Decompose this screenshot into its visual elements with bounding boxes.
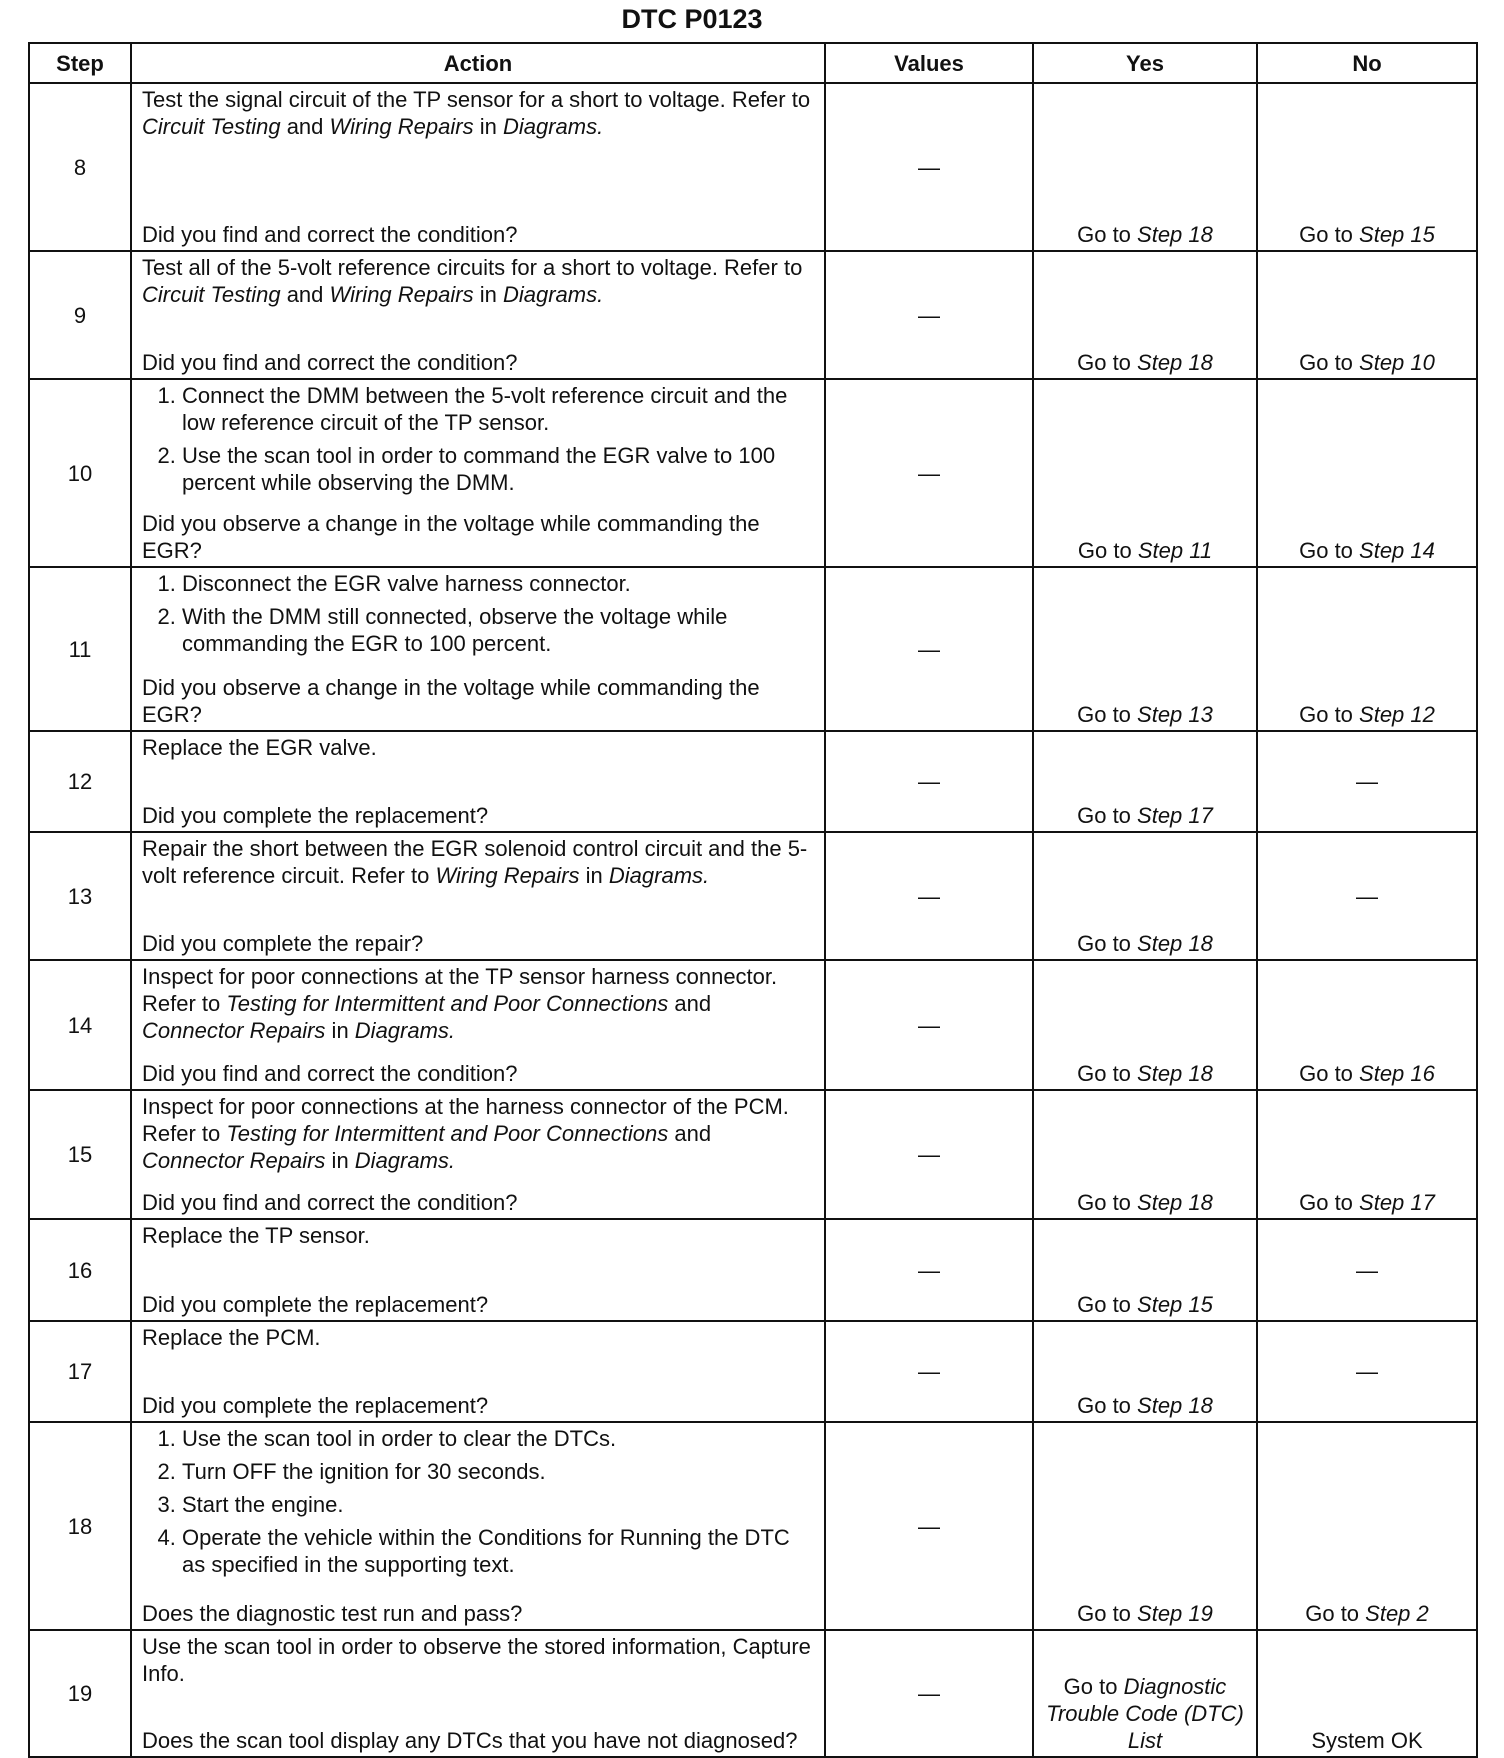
yes-cell [1033, 567, 1257, 731]
action-fragment: in [473, 282, 503, 307]
yes-cell [1033, 1219, 1257, 1321]
step-number: 8 [29, 83, 131, 251]
reference-link: Testing for Intermittent and Poor Connections [226, 991, 669, 1016]
yes-step-ref: Step 13 [1137, 702, 1213, 727]
action-content [142, 1222, 814, 1318]
action-steps [142, 382, 814, 496]
no-prefix: — [1356, 769, 1378, 794]
action-text [142, 1633, 814, 1687]
action-cell [131, 379, 825, 567]
no-step-ref: Step 2 [1365, 1601, 1429, 1626]
no-step-ref: Step 14 [1359, 538, 1435, 563]
action-text [142, 835, 814, 889]
no-step-ref: Step 10 [1359, 350, 1435, 375]
yes-cell [1033, 379, 1257, 567]
action-content [142, 382, 814, 564]
step-number: 11 [29, 567, 131, 731]
table-row [29, 1090, 1477, 1219]
action-step: 3. Start the engine. [182, 1491, 814, 1518]
action-question: Did you find and correct the condition? [142, 1061, 518, 1086]
no-prefix: Go to [1299, 702, 1360, 727]
step-number: 18 [29, 1422, 131, 1630]
action-fragment: Replace the TP sensor. [142, 1223, 370, 1248]
no-step-ref: Step 17 [1359, 1190, 1435, 1215]
action-fragment: in [579, 863, 609, 888]
action-content [142, 963, 814, 1087]
action-step: 2. Turn OFF the ignition for 30 seconds. [182, 1458, 814, 1485]
values-cell: — [825, 1090, 1033, 1219]
action-question: Did you find and correct the condition? [142, 1190, 518, 1215]
reference-link: Connector Repairs [142, 1018, 326, 1043]
col-no: No [1257, 43, 1477, 83]
action-question: Did you find and correct the condition? [142, 350, 518, 375]
values-cell: — [825, 1630, 1033, 1757]
action-text [142, 1324, 814, 1351]
action-content [142, 570, 814, 728]
no-prefix: System OK [1311, 1728, 1423, 1753]
table-row [29, 1422, 1477, 1630]
table-row [29, 960, 1477, 1090]
no-step-ref: Step 12 [1359, 702, 1435, 727]
no-cell [1257, 567, 1477, 731]
action-cell [131, 832, 825, 960]
action-fragment: Inspect for poor connections at the TP sensor harness connector. Refer to [142, 964, 778, 1016]
yes-cell [1033, 1321, 1257, 1422]
col-yes: Yes [1033, 43, 1257, 83]
reference-link: Connector Repairs [142, 1148, 326, 1173]
yes-cell [1033, 251, 1257, 379]
step-number: 9 [29, 251, 131, 379]
action-cell [131, 251, 825, 379]
action-fragment: Use the scan tool in order to observe the stored information, Capture Info. [142, 1634, 811, 1686]
no-cell [1257, 731, 1477, 832]
values-cell: — [825, 379, 1033, 567]
table-header [29, 43, 1477, 83]
col-values: Values [825, 43, 1033, 83]
step-number: 19 [29, 1630, 131, 1757]
no-cell [1257, 251, 1477, 379]
reference-link: Circuit Testing [142, 282, 281, 307]
action-cell [131, 1090, 825, 1219]
action-fragment: Replace the PCM. [142, 1325, 321, 1350]
action-cell [131, 1219, 825, 1321]
no-prefix: — [1356, 883, 1378, 909]
yes-prefix: Go to [1077, 1061, 1138, 1086]
action-steps [142, 1425, 814, 1578]
values-cell: — [825, 731, 1033, 832]
no-cell [1257, 1422, 1477, 1630]
action-question: Did you complete the replacement? [142, 1292, 489, 1317]
table-row [29, 251, 1477, 379]
action-fragment: in [325, 1148, 355, 1173]
yes-cell [1033, 832, 1257, 960]
values-cell: — [825, 1321, 1033, 1422]
values-cell: — [825, 832, 1033, 960]
action-question: Does the diagnostic test run and pass? [142, 1601, 523, 1626]
reference-link: Wiring Repairs [329, 282, 474, 307]
action-step: 1. Connect the DMM between the 5-volt reference circuit and the low reference circuit of the TP sensor. [182, 382, 814, 436]
action-fragment: and [280, 114, 330, 139]
action-content [142, 86, 814, 248]
reference-link: Diagrams. [502, 282, 604, 307]
values-cell: — [825, 567, 1033, 731]
action-cell [131, 567, 825, 731]
table-row [29, 1321, 1477, 1422]
action-question: Did you observe a change in the voltage while commanding the EGR? [142, 675, 760, 727]
action-steps [142, 570, 814, 657]
no-prefix: Go to [1299, 538, 1360, 563]
table-row [29, 567, 1477, 731]
reference-link: Testing for Intermittent and Poor Connections [226, 1121, 669, 1146]
action-fragment: in [473, 114, 503, 139]
action-text [142, 1093, 814, 1174]
action-content [142, 835, 814, 957]
yes-step-ref: Step 18 [1137, 1393, 1213, 1418]
values-cell: — [825, 960, 1033, 1090]
yes-step-ref: Step 18 [1137, 1061, 1213, 1086]
action-content [142, 1425, 814, 1627]
action-fragment: and [668, 991, 712, 1016]
action-content [142, 1633, 814, 1754]
action-fragment: Inspect for poor connections at the harness connector of the PCM. Refer to [142, 1094, 789, 1146]
yes-prefix: Go to [1077, 350, 1138, 375]
action-fragment: and [668, 1121, 712, 1146]
no-prefix: — [1356, 1359, 1378, 1384]
yes-prefix: Go to [1077, 1393, 1138, 1418]
action-step: 1. Disconnect the EGR valve harness connector. [182, 570, 814, 597]
no-cell [1257, 1321, 1477, 1422]
no-prefix: Go to [1305, 1601, 1366, 1626]
step-number: 17 [29, 1321, 131, 1422]
yes-cell [1033, 731, 1257, 832]
action-cell [131, 731, 825, 832]
action-content [142, 254, 814, 376]
step-number: 13 [29, 832, 131, 960]
action-step: 2. With the DMM still connected, observe the voltage while commanding the EGR to 100 percent. [182, 603, 814, 657]
values-cell: — [825, 83, 1033, 251]
yes-step-ref: Step 11 [1137, 538, 1213, 563]
action-content [142, 1093, 814, 1216]
yes-prefix: Go to [1077, 1292, 1138, 1317]
no-cell [1257, 379, 1477, 567]
reference-link: Diagrams. [354, 1018, 456, 1043]
action-question: Did you find and correct the condition? [142, 222, 518, 247]
no-prefix: Go to [1299, 1061, 1360, 1086]
table-row [29, 1219, 1477, 1321]
table-row [29, 379, 1477, 567]
step-number: 16 [29, 1219, 131, 1321]
yes-step-ref: Step 18 [1137, 350, 1213, 375]
table-row [29, 832, 1477, 960]
action-content [142, 734, 814, 829]
action-question: Did you observe a change in the voltage while commanding the EGR? [142, 511, 760, 563]
yes-prefix: Go to [1077, 931, 1138, 956]
action-text [142, 570, 814, 663]
action-text [142, 1425, 814, 1584]
action-question: Did you complete the replacement? [142, 1393, 489, 1418]
step-number: 15 [29, 1090, 131, 1219]
table-row [29, 83, 1477, 251]
yes-step-ref: Step 15 [1137, 1292, 1213, 1317]
no-cell [1257, 1090, 1477, 1219]
reference-link: Diagrams. [354, 1148, 456, 1173]
yes-step-ref: Step 18 [1137, 931, 1213, 956]
action-step: 4. Operate the vehicle within the Conditions for Running the DTC as specified in the supporting text. [182, 1524, 814, 1578]
yes-step-ref: Step 19 [1137, 1601, 1213, 1626]
action-cell [131, 1321, 825, 1422]
action-cell [131, 960, 825, 1090]
page-title: DTC P0123 [621, 4, 763, 34]
action-fragment: Test all of the 5-volt reference circuits for a short to voltage. Refer to [142, 255, 803, 280]
col-step: Step [29, 43, 131, 83]
action-text [142, 254, 814, 308]
no-prefix: — [1356, 1257, 1378, 1283]
action-fragment: in [325, 1018, 355, 1043]
values-cell: — [825, 251, 1033, 379]
yes-prefix: Go to [1077, 222, 1138, 247]
action-fragment: Repair the short between the EGR solenoid control circuit and the 5-volt reference circuit. Refer to [142, 836, 808, 888]
no-cell [1257, 1630, 1477, 1757]
reference-link: Wiring Repairs [435, 863, 580, 888]
diagnostic-table [28, 42, 1478, 1758]
yes-prefix: Go to [1063, 1674, 1124, 1699]
values-cell: — [825, 1422, 1033, 1630]
no-step-ref: Step 15 [1359, 222, 1435, 247]
yes-prefix: Go to [1077, 803, 1138, 828]
action-content [142, 1324, 814, 1419]
no-cell [1257, 832, 1477, 960]
yes-cell [1033, 960, 1257, 1090]
action-fragment: and [280, 282, 330, 307]
yes-cell [1033, 1422, 1257, 1630]
action-fragment: Replace the EGR valve. [142, 735, 377, 760]
no-prefix: Go to [1299, 350, 1360, 375]
no-step-ref: Step 16 [1359, 1061, 1435, 1086]
step-number: 14 [29, 960, 131, 1090]
reference-link: Wiring Repairs [329, 114, 474, 139]
reference-link: Diagrams. [502, 114, 604, 139]
reference-link: Diagrams. [608, 863, 710, 888]
values-cell: — [825, 1219, 1033, 1321]
reference-link: Circuit Testing [142, 114, 281, 139]
yes-step-ref: Step 17 [1137, 803, 1213, 828]
step-number: 12 [29, 731, 131, 832]
action-question: Does the scan tool display any DTCs that you have not diagnosed? [142, 1728, 798, 1753]
yes-cell [1033, 1090, 1257, 1219]
action-text [142, 382, 814, 502]
action-question: Did you complete the repair? [142, 931, 424, 956]
yes-prefix: Go to [1077, 702, 1138, 727]
yes-prefix: Go to [1077, 538, 1138, 563]
yes-cell [1033, 1630, 1257, 1757]
action-text [142, 86, 814, 140]
action-cell [131, 83, 825, 251]
action-text [142, 734, 814, 761]
action-text [142, 1222, 814, 1249]
yes-prefix: Go to [1077, 1601, 1138, 1626]
no-prefix: Go to [1299, 222, 1360, 247]
table-row [29, 1630, 1477, 1757]
action-cell [131, 1630, 825, 1757]
no-cell [1257, 960, 1477, 1090]
action-question: Did you complete the replacement? [142, 803, 489, 828]
action-step: 1. Use the scan tool in order to clear the DTCs. [182, 1425, 814, 1452]
yes-cell [1033, 83, 1257, 251]
action-text [142, 963, 814, 1044]
action-cell [131, 1422, 825, 1630]
col-action: Action [131, 43, 825, 83]
no-prefix: Go to [1299, 1190, 1360, 1215]
no-cell [1257, 83, 1477, 251]
yes-step-ref: Step 18 [1137, 222, 1213, 247]
no-cell [1257, 1219, 1477, 1321]
step-number: 10 [29, 379, 131, 567]
yes-step-ref: Step 18 [1137, 1190, 1213, 1215]
action-step: 2. Use the scan tool in order to command the EGR valve to 100 percent while observing the DMM. [182, 442, 814, 496]
yes-prefix: Go to [1077, 1190, 1138, 1215]
action-fragment: Test the signal circuit of the TP sensor for a short to voltage. Refer to [142, 87, 811, 112]
yes-step-ref: Diagnostic Trouble Code (DTC) List [1046, 1674, 1244, 1753]
table-row [29, 731, 1477, 832]
